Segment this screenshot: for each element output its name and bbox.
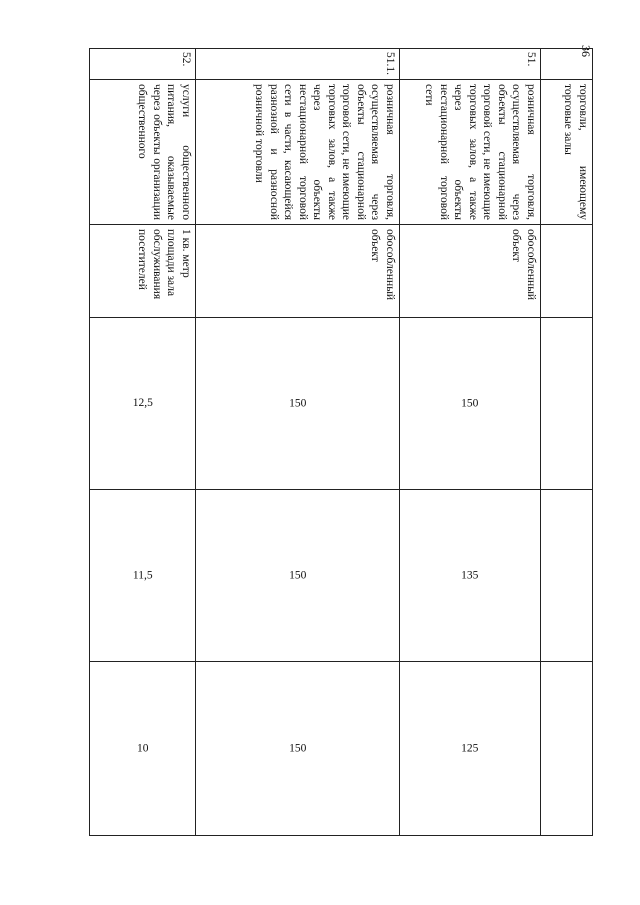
unit-cell: обособленный объект: [196, 225, 400, 318]
value-3: 10: [136, 742, 149, 755]
value-2: 11,5: [132, 569, 153, 582]
unit-cell: 1 кв. метр площади зала обслуживания посетителей: [90, 225, 196, 318]
value-3: 125: [461, 742, 479, 755]
rotated-table-wrapper: [90, 48, 593, 835]
value-cell-1: [90, 318, 196, 490]
value-cell-3: [541, 662, 593, 836]
value-cell-2: [90, 490, 196, 662]
unit-cell: обособленный объект: [400, 225, 541, 318]
page-number: 36: [579, 45, 593, 57]
value-3: 150: [288, 742, 307, 755]
value-cell-3: [400, 662, 541, 836]
value-cell-2: [400, 490, 541, 662]
value-1: 150: [288, 397, 307, 410]
tariff-table: [89, 48, 593, 836]
activity-description: розничная торговля, осуществляемая через объекты стационарной торговой сети, не имеющие торговых залов, а также через объекты нестационарной торговой сети в части, касающейся разнозной и разносной розничной торговли: [196, 80, 400, 225]
value-1: 150: [461, 397, 479, 410]
activity-description: торговли, имеющему торговые залы: [541, 80, 593, 225]
row-number: 52.: [90, 49, 196, 80]
row-number: [541, 49, 593, 80]
value-cell-3: [90, 662, 196, 836]
value-cell-1: [400, 318, 541, 490]
table-row: [400, 49, 541, 836]
row-number: 51.: [400, 49, 541, 80]
table-row: [90, 49, 196, 836]
table-row: [196, 49, 400, 836]
value-2: 135: [461, 569, 479, 582]
value-2: 150: [288, 569, 307, 582]
activity-description: розничная торговля, осуществляемая через объекты стационарной торговой сети, не имеющие торговых залов, а также через объекты нестационарной торговой сети: [400, 80, 541, 225]
value-cell-2: [196, 490, 400, 662]
value-1: 12,5: [132, 397, 153, 410]
value-cell-1: [196, 318, 400, 490]
activity-description: услуги общественного питания, оказываемые через объекты организации общественного: [90, 80, 196, 225]
unit-cell: [541, 225, 593, 318]
value-cell-1: [541, 318, 593, 490]
value-cell-3: [196, 662, 400, 836]
table-row: [541, 49, 593, 836]
row-number: 51.1.: [196, 49, 400, 80]
value-cell-2: [541, 490, 593, 662]
